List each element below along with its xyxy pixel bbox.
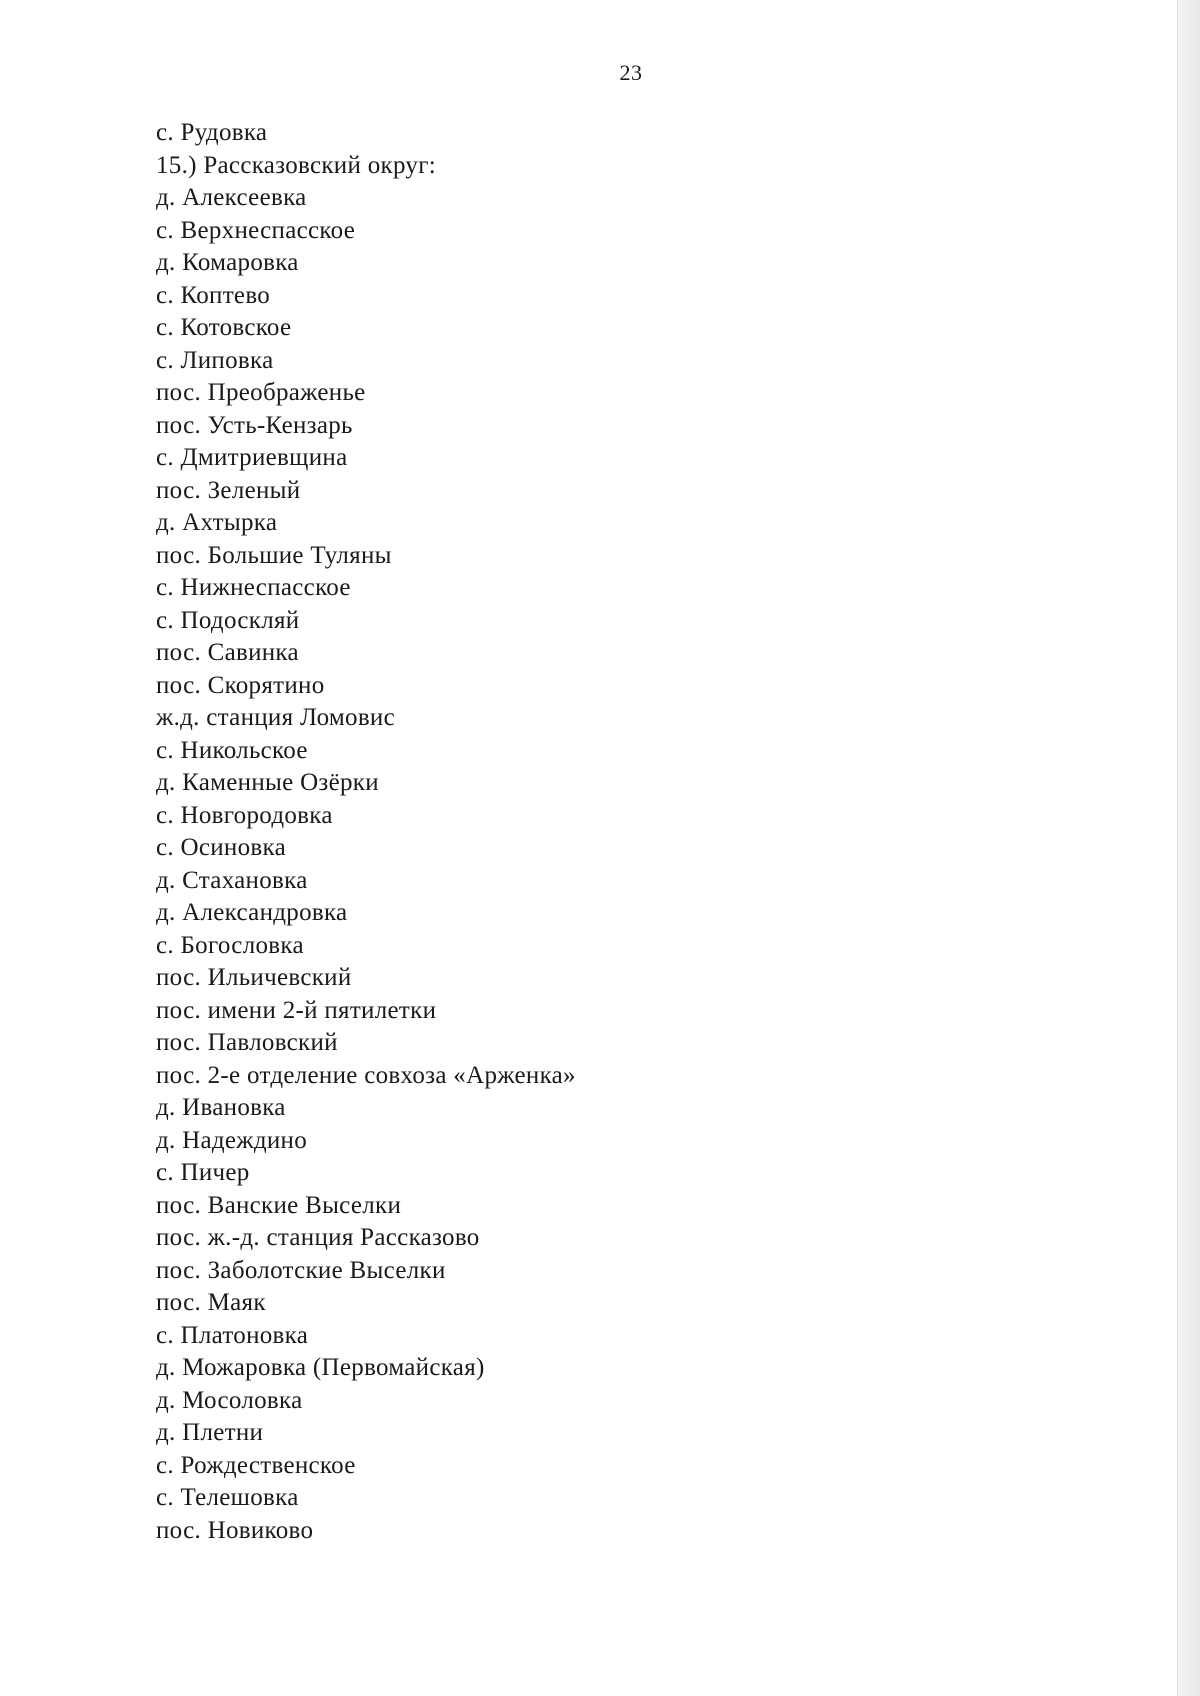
list-item: с. Коптево — [156, 281, 271, 309]
list-item: д. Каменные Озёрки — [156, 769, 379, 796]
list-item: д. Александровка — [156, 899, 348, 926]
list-item: с. Рождественское — [156, 1451, 356, 1479]
scan-fold-line — [580, 0, 581, 1696]
list-item: д. Надеждино — [156, 1126, 308, 1154]
list-item: с. Дмитриевщина — [156, 444, 348, 471]
list-item: д. Комаровка — [156, 249, 299, 276]
list-item: д. Алексеевка — [156, 184, 307, 211]
list-item: д. Можаровка (Первомайская) — [156, 1354, 485, 1381]
list-item: пос. Савинка — [156, 639, 299, 666]
list-item: пос. 2-е отделение совхоза «Арженка» — [156, 1061, 576, 1089]
list-item: с. Осиновка — [156, 834, 286, 861]
list-item: пос. Большие Туляны — [156, 541, 392, 569]
list-item: с. Богословка — [156, 931, 304, 959]
list-item: с. Котовское — [156, 314, 292, 341]
list-item: с. Нижнеспасское — [156, 574, 351, 601]
list-item: пос. Маяк — [156, 1289, 266, 1316]
list-item: ж.д. станция Ломовис — [156, 704, 396, 731]
list-item: пос. Преображенье — [156, 379, 366, 406]
list-item: с. Новгородовка — [156, 801, 333, 829]
list-item: пос. Ванские Выселки — [156, 1191, 402, 1219]
list-item: с. Верхнеспасское — [156, 216, 356, 244]
settlement-list — [156, 117, 576, 1547]
list-item: д. Ивановка — [156, 1094, 286, 1121]
list-item: д. Плетни — [156, 1419, 264, 1446]
list-item: д. Мосоловка — [156, 1386, 303, 1414]
list-item: пос. Скорятино — [156, 671, 325, 699]
list-item: пос. Усть-Кензарь — [156, 411, 353, 439]
list-item: с. Подоскляй — [156, 606, 300, 634]
list-item: пос. Заболотские Выселки — [156, 1256, 446, 1284]
district-heading: 15.) Рассказовский округ: — [156, 151, 437, 179]
list-item: с. Пичер — [156, 1159, 250, 1186]
list-item: с. Телешовка — [156, 1484, 299, 1511]
list-item: с. Липовка — [156, 346, 274, 374]
list-item: пос. ж.-д. станция Рассказово — [156, 1224, 480, 1251]
list-item: пос. Зеленый — [156, 476, 301, 504]
list-item: д. Стахановка — [156, 866, 308, 894]
list-item: пос. Новиково — [156, 1516, 314, 1544]
page-number: 23 — [619, 60, 643, 85]
list-item: пос. Павловский — [156, 1029, 338, 1056]
list-item: с. Платоновка — [156, 1321, 309, 1349]
list-item: с. Никольское — [156, 736, 308, 764]
list-item: д. Ахтырка — [156, 509, 278, 536]
list-item: с. Рудовка — [156, 119, 268, 146]
list-item: пос. Ильичевский — [156, 964, 352, 991]
list-item: пос. имени 2-й пятилетки — [156, 996, 437, 1024]
page-edge — [1177, 0, 1200, 1696]
